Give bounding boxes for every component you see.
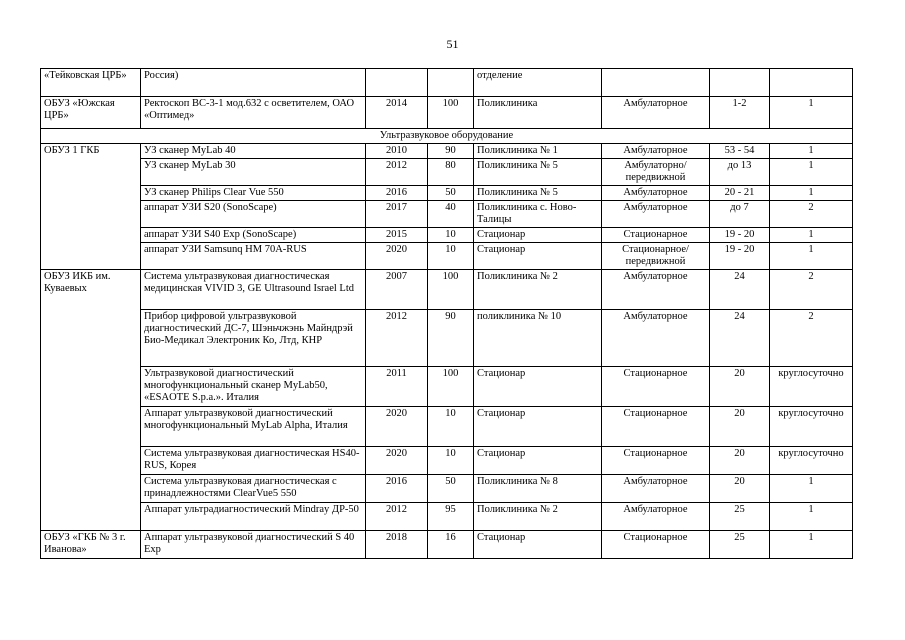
table-row — [41, 447, 853, 475]
year-cell: 2014 — [366, 97, 428, 129]
unit-cell: Стационар — [474, 367, 602, 407]
hours-cell: 24 — [710, 270, 770, 310]
wear-cell: 90 — [428, 310, 474, 367]
count-cell: 1 — [770, 144, 853, 159]
device-cell: УЗ сканер MyLab 30 — [141, 159, 366, 186]
year-cell: 2007 — [366, 270, 428, 310]
device-cell: Система ультразвуковая диагностическая HS40-RUS, Корея — [141, 447, 366, 475]
unit-cell: Стационар — [474, 531, 602, 559]
unit-cell: Стационар — [474, 228, 602, 243]
mode-cell: Амбулаторное — [602, 270, 710, 310]
unit-cell: Поликлиника № 2 — [474, 503, 602, 531]
table-row — [41, 144, 853, 159]
mode-cell: Амбулаторное — [602, 310, 710, 367]
org-cell: ОБУЗ ИКБ им. Куваевых — [41, 270, 141, 531]
unit-cell: Поликлиника № 2 — [474, 270, 602, 310]
year-cell: 2016 — [366, 475, 428, 503]
unit-cell: Стационар — [474, 447, 602, 475]
hours-cell: 53 - 54 — [710, 144, 770, 159]
unit-cell: Стационар — [474, 243, 602, 270]
mode-cell — [602, 69, 710, 97]
wear-cell: 50 — [428, 475, 474, 503]
mode-cell: Амбулаторное — [602, 186, 710, 201]
mode-cell: Стационарное — [602, 407, 710, 447]
year-cell — [366, 69, 428, 97]
device-cell: Россия) — [141, 69, 366, 97]
unit-cell: Поликлиника № 1 — [474, 144, 602, 159]
mode-cell: Стационарное — [602, 367, 710, 407]
count-cell: 1 — [770, 475, 853, 503]
count-cell: 2 — [770, 201, 853, 228]
device-cell: Аппарат ультразвуковой диагностический S 40 Exp — [141, 531, 366, 559]
hours-cell: 20 — [710, 475, 770, 503]
year-cell: 2012 — [366, 503, 428, 531]
wear-cell: 40 — [428, 201, 474, 228]
table-row — [41, 310, 853, 367]
table-row — [41, 531, 853, 559]
year-cell: 2012 — [366, 159, 428, 186]
count-cell: 1 — [770, 228, 853, 243]
wear-cell: 100 — [428, 270, 474, 310]
wear-cell: 90 — [428, 144, 474, 159]
year-cell: 2020 — [366, 407, 428, 447]
wear-cell: 10 — [428, 447, 474, 475]
mode-cell: Амбулаторное — [602, 503, 710, 531]
hours-cell: 24 — [710, 310, 770, 367]
count-cell: круглосуточно — [770, 407, 853, 447]
device-cell: аппарат УЗИ S20 (SonoScape) — [141, 201, 366, 228]
table-row — [41, 407, 853, 447]
wear-cell — [428, 69, 474, 97]
hours-cell: 1-2 — [710, 97, 770, 129]
wear-cell: 100 — [428, 367, 474, 407]
mode-cell: Стационарное — [602, 228, 710, 243]
count-cell: 1 — [770, 159, 853, 186]
unit-cell: отделение — [474, 69, 602, 97]
equipment-table — [40, 68, 853, 559]
org-cell: «Тейковская ЦРБ» — [41, 69, 141, 97]
year-cell: 2012 — [366, 310, 428, 367]
unit-cell: Поликлиника — [474, 97, 602, 129]
section-title: Ультразвуковое оборудование — [41, 129, 853, 144]
mode-cell: Амбулаторное — [602, 144, 710, 159]
hours-cell: 25 — [710, 503, 770, 531]
wear-cell: 80 — [428, 159, 474, 186]
org-cell: ОБУЗ 1 ГКБ — [41, 144, 141, 270]
page-number: 51 — [446, 37, 459, 51]
mode-cell: Амбулаторное — [602, 97, 710, 129]
count-cell: круглосуточно — [770, 447, 853, 475]
unit-cell: Поликлиника № 5 — [474, 159, 602, 186]
hours-cell: 25 — [710, 531, 770, 559]
table-row — [41, 270, 853, 310]
count-cell: 1 — [770, 243, 853, 270]
table-row — [41, 475, 853, 503]
year-cell: 2010 — [366, 144, 428, 159]
table-row — [41, 159, 853, 186]
hours-cell: 20 — [710, 407, 770, 447]
wear-cell: 95 — [428, 503, 474, 531]
table-row — [41, 186, 853, 201]
hours-cell: 19 - 20 — [710, 228, 770, 243]
device-cell: аппарат УЗИ S40 Exp (SonoScape) — [141, 228, 366, 243]
device-cell: Система ультразвуковая диагностическая медицинская VIVID 3, GE Ultrasound Israel Ltd — [141, 270, 366, 310]
year-cell: 2017 — [366, 201, 428, 228]
mode-cell: Стационарное/ передвижной — [602, 243, 710, 270]
table-row — [41, 367, 853, 407]
unit-cell: Стационар — [474, 407, 602, 447]
table-row — [41, 503, 853, 531]
year-cell: 2018 — [366, 531, 428, 559]
hours-cell: до 13 — [710, 159, 770, 186]
hours-cell: 20 — [710, 447, 770, 475]
org-cell: ОБУЗ «ГКБ № 3 г. Иванова» — [41, 531, 141, 559]
device-cell: УЗ сканер MyLab 40 — [141, 144, 366, 159]
org-cell: ОБУЗ «Южская ЦРБ» — [41, 97, 141, 129]
hours-cell: до 7 — [710, 201, 770, 228]
count-cell: 1 — [770, 531, 853, 559]
year-cell: 2020 — [366, 447, 428, 475]
table-row — [41, 243, 853, 270]
wear-cell: 10 — [428, 407, 474, 447]
year-cell: 2015 — [366, 228, 428, 243]
year-cell: 2016 — [366, 186, 428, 201]
mode-cell: Стационарное — [602, 531, 710, 559]
mode-cell: Амбулаторное — [602, 475, 710, 503]
unit-cell: Поликлиника № 5 — [474, 186, 602, 201]
mode-cell: Амбулаторное — [602, 201, 710, 228]
wear-cell: 10 — [428, 228, 474, 243]
section-row — [41, 129, 853, 144]
mode-cell: Амбулаторно/ передвижной — [602, 159, 710, 186]
device-cell: Прибор цифровой ультразвуковой диагностический ДС-7, Шэньчжэнь Майндрэй Био-Медикал Электроник Ко, Лтд, КНР — [141, 310, 366, 367]
count-cell: круглосуточно — [770, 367, 853, 407]
table-row — [41, 201, 853, 228]
wear-cell: 10 — [428, 243, 474, 270]
device-cell: Система ультразвуковая диагностическая с принадлежностями ClearVue5 550 — [141, 475, 366, 503]
year-cell: 2011 — [366, 367, 428, 407]
count-cell: 1 — [770, 97, 853, 129]
hours-cell: 20 — [710, 367, 770, 407]
hours-cell: 19 - 20 — [710, 243, 770, 270]
unit-cell: Поликлиника с. Ново-Талицы — [474, 201, 602, 228]
unit-cell: поликлиника № 10 — [474, 310, 602, 367]
hours-cell: 20 - 21 — [710, 186, 770, 201]
device-cell: Ректоскоп ВС-3-1 мод.632 с осветителем, ОАО «Оптимед» — [141, 97, 366, 129]
device-cell: Аппарат ультрадиагностический Mindray ДР-50 — [141, 503, 366, 531]
wear-cell: 100 — [428, 97, 474, 129]
table-row — [41, 97, 853, 129]
table-row — [41, 69, 853, 97]
device-cell: аппарат УЗИ Samsunq HM 70A-RUS — [141, 243, 366, 270]
year-cell: 2020 — [366, 243, 428, 270]
device-cell: Ультразвуковой диагностический многофункциональный сканер MyLab50, «ESAOTE S.p.a.». Италия — [141, 367, 366, 407]
hours-cell — [710, 69, 770, 97]
table-row — [41, 228, 853, 243]
count-cell — [770, 69, 853, 97]
count-cell: 1 — [770, 503, 853, 531]
wear-cell: 50 — [428, 186, 474, 201]
count-cell: 2 — [770, 310, 853, 367]
count-cell: 1 — [770, 186, 853, 201]
device-cell: УЗ сканер Philips Clear Vue 550 — [141, 186, 366, 201]
mode-cell: Стационарное — [602, 447, 710, 475]
unit-cell: Поликлиника № 8 — [474, 475, 602, 503]
device-cell: Аппарат ультразвуковой диагностический многофункциональный MyLab Alpha, Италия — [141, 407, 366, 447]
wear-cell: 16 — [428, 531, 474, 559]
count-cell: 2 — [770, 270, 853, 310]
